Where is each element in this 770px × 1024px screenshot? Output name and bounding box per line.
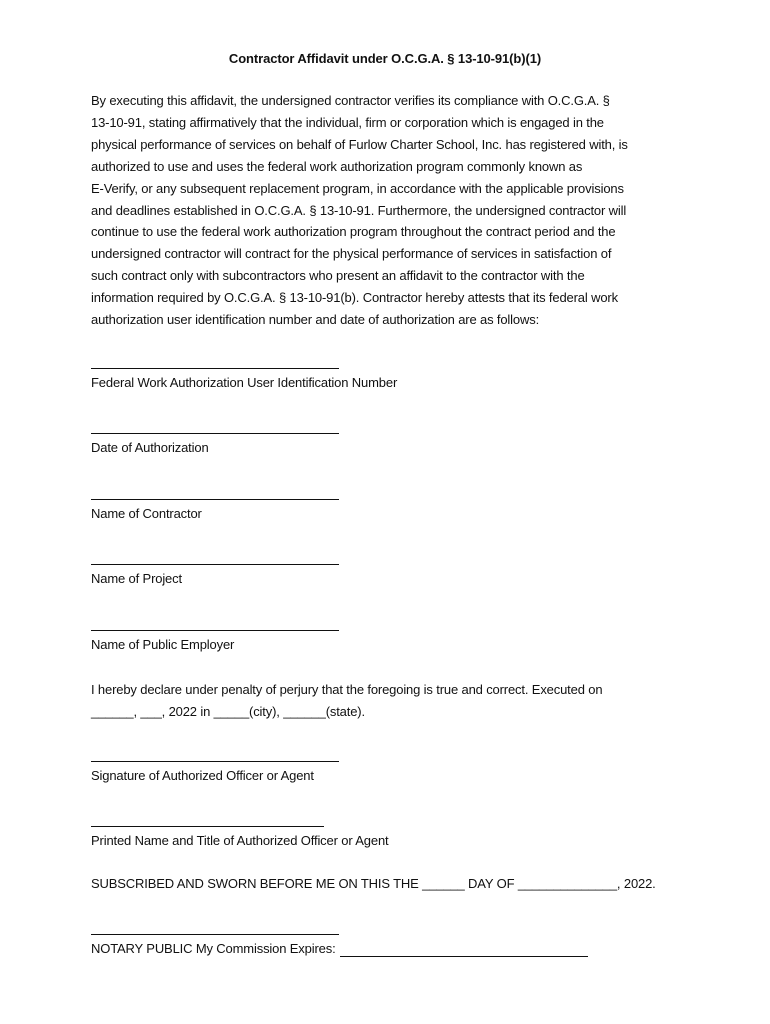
- body-line: E-Verify, or any subsequent replacement program, in accordance with the applicable provisions: [91, 180, 624, 196]
- body-line: information required by O.C.G.A. § 13-10-91(b). Contractor hereby attests that its federal work: [91, 290, 618, 306]
- employer-name-blank-line[interactable]: [91, 630, 339, 631]
- notary-row: [91, 940, 588, 958]
- declaration-line[interactable]: ______, ___, 2022 in _____(city), ______(state).: [91, 703, 365, 719]
- signature-blank-line[interactable]: [91, 761, 339, 762]
- project-name-blank-line[interactable]: [91, 564, 339, 565]
- declaration-line: I hereby declare under penalty of perjury that the foregoing is true and correct. Executed on: [91, 682, 603, 697]
- notary-signature-blank-line[interactable]: [91, 934, 339, 935]
- contractor-name-label: Name of Contractor: [91, 506, 202, 521]
- body-line: authorization user identification number and date of authorization are as follows:: [91, 312, 540, 328]
- body-line: 13-10-91, stating affirmatively that the individual, firm or corporation which is engaged in the: [91, 114, 604, 130]
- body-line: By executing this affidavit, the undersigned contractor verifies its compliance with O.C.G.A. §: [91, 93, 610, 108]
- body-line: continue to use the federal work authorization program throughout the contract period and the: [91, 224, 616, 240]
- affidavit-body: [91, 90, 691, 331]
- sworn-statement[interactable]: SUBSCRIBED AND SWORN BEFORE ME ON THIS THE ______ DAY OF ______________, 2022.: [91, 876, 656, 891]
- employer-name-label: Name of Public Employer: [91, 637, 235, 652]
- project-name-label: Name of Project: [91, 571, 182, 586]
- body-line: and deadlines established in O.C.G.A. § 13-10-91. Furthermore, the undersigned contractor will: [91, 202, 627, 218]
- notary-label: NOTARY PUBLIC My Commission Expires:: [91, 941, 336, 956]
- commission-expires-blank-line[interactable]: [340, 956, 588, 957]
- body-line: physical performance of services on behalf of Furlow Charter School, Inc. has registered with, is: [91, 136, 628, 152]
- printed-name-blank-line[interactable]: [91, 826, 324, 827]
- authorization-date-blank-line[interactable]: [91, 433, 339, 434]
- body-line: authorized to use and uses the federal work authorization program commonly known as: [91, 158, 583, 174]
- printed-name-label: Printed Name and Title of Authorized Officer or Agent: [91, 833, 389, 848]
- body-line: such contract only with subcontractors who present an affidavit to the contractor with the: [91, 268, 585, 284]
- perjury-declaration: [91, 679, 602, 723]
- document-title: Contractor Affidavit under O.C.G.A. § 13-10-91(b)(1): [228, 51, 542, 66]
- contractor-name-blank-line[interactable]: [91, 499, 339, 500]
- authorization-date-label: Date of Authorization: [91, 440, 209, 455]
- user-id-blank-line[interactable]: [91, 368, 339, 369]
- body-line: undersigned contractor will contract for the physical performance of services in satisfaction of: [91, 246, 612, 262]
- user-id-label: Federal Work Authorization User Identification Number: [91, 375, 398, 390]
- signature-label: Signature of Authorized Officer or Agent: [91, 768, 314, 783]
